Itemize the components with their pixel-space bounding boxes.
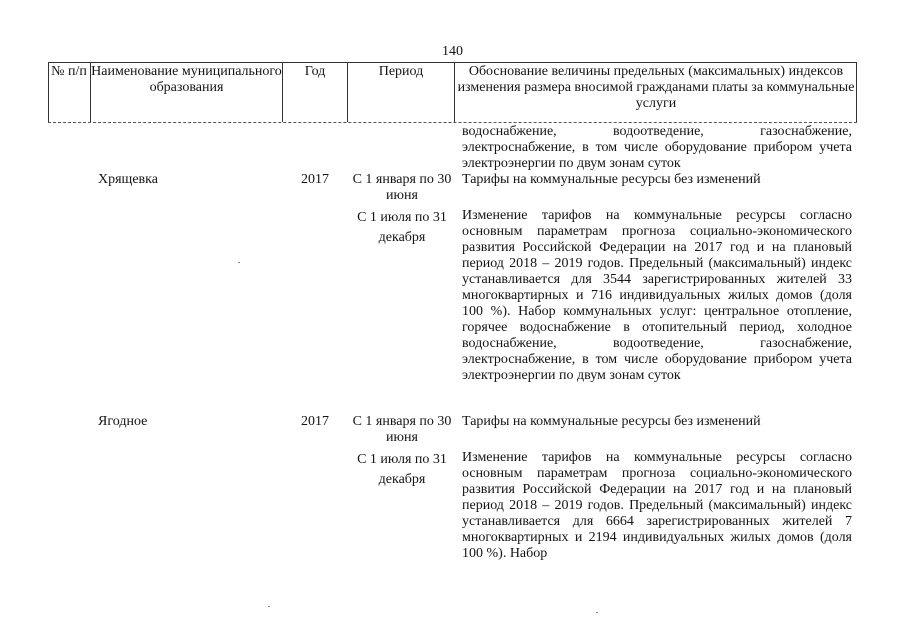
municipality-name: Ягодное xyxy=(98,414,148,429)
page-number: 140 xyxy=(442,44,463,59)
period-second-half: С 1 июля по 31 декабря xyxy=(357,452,447,487)
table-header-bottom-border xyxy=(48,122,857,123)
header-municipality: Наименование муниципального образования xyxy=(91,64,282,95)
header-year: Год xyxy=(304,64,326,79)
scan-speck xyxy=(596,612,598,613)
scan-speck xyxy=(238,262,240,263)
justification-second-half: Изменение тарифов на коммунальные ресурсы согласно основным параметрам прогноза социально-экономического развития Российской Федерации на 2017 год и на плановый период 2018 – 2019 годов. Предельный (максимальный) индекс устанавливается для 3544 зарегистрированных жителей 33 многоквартирных и 716 индивидуальных жилых домов (доля 100 %). Набор коммунальных услуг: центральное отопление, горячее водоснабжение в отопительный период, холодное водоснабжение, водоотведение, газоснабжение, электроснабжение, в том числе оборудование прибором учета электроэнергии по двум зонам суток xyxy=(462,208,852,383)
justification-first-half: Тарифы на коммунальные ресурсы без изменений xyxy=(462,172,761,187)
period-first-half: С 1 января по 30 июня xyxy=(352,172,452,203)
scan-speck xyxy=(268,606,270,607)
header-number: № п/п xyxy=(51,64,87,79)
period-first-half: С 1 января по 30 июня xyxy=(352,414,452,445)
municipality-name: Хрящевка xyxy=(98,172,158,187)
continuation-justification: водоснабжение, водоотведение, газоснабжение, электроснабжение, в том числе оборудование прибором учета электроэнергии по двум зонам суток xyxy=(462,124,852,171)
justification-second-half: Изменение тарифов на коммунальные ресурсы согласно основным параметрам прогноза социально-экономического развития Российской Федерации на 2017 год и на плановый период 2018 – 2019 годов. Предельный (максимальный) индекс устанавливается для 6664 зарегистрированных жителей 7 многоквартирных и 2194 индивидуальных жилых домов (доля 100 %). Набор xyxy=(462,450,852,561)
header-period: Период xyxy=(378,64,424,79)
year-cell: 2017 xyxy=(301,172,329,187)
period-second-half: С 1 июля по 31 декабря xyxy=(357,210,447,245)
table-top-border xyxy=(48,62,857,63)
justification-first-half: Тарифы на коммунальные ресурсы без изменений xyxy=(462,414,761,429)
header-justification: Обоснование величины предельных (максимальных) индексов изменения размера вносимой гражданами платы за коммунальные услуги xyxy=(457,64,855,111)
year-cell: 2017 xyxy=(301,414,329,429)
